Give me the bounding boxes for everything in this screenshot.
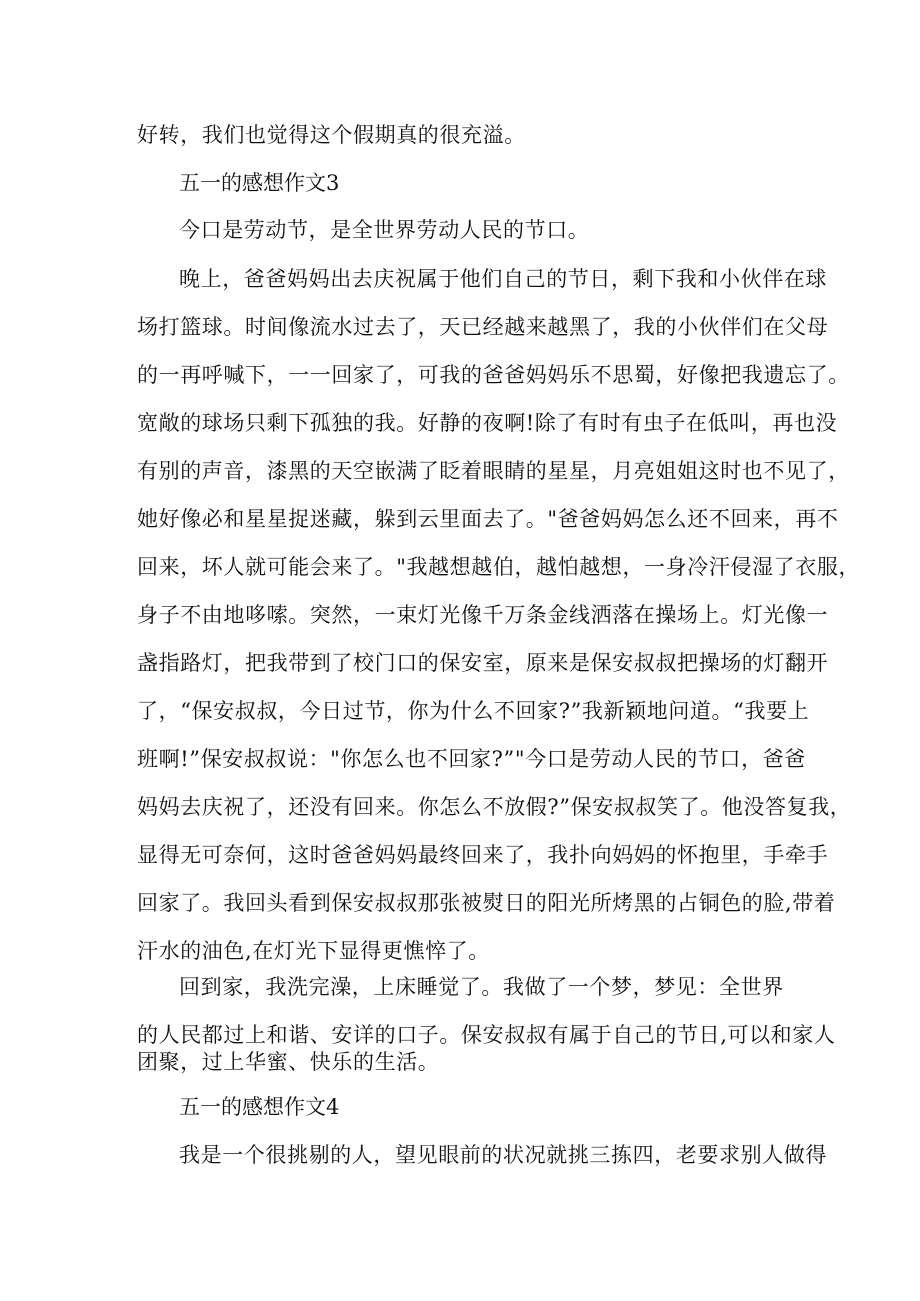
- paragraph-line: 显得无可奈何，这时爸爸妈妈最终回来了，我扑向妈妈的怀抱里，手牵手: [137, 843, 829, 867]
- paragraph-line: 我是一个很挑剔的人，望见眼前的状况就挑三拣四，老要求别人做得: [179, 1143, 827, 1167]
- paragraph-line: 今口是劳动节，是全世界劳动人民的节口。: [179, 218, 590, 242]
- paragraph-line: 回到家，我洗完澡，上床睡觉了。我做了一个梦，梦见：全世界: [179, 975, 784, 999]
- paragraph-line: 的人民都过上和谐、安详的口子。保安叔叔有属于自己的节日,可以和家人: [137, 1023, 836, 1047]
- paragraph-line: 了，“保安叔叔，今日过节，你为什么不回家?”我新颖地问道。“我要上: [137, 699, 810, 723]
- paragraph-line: 汗水的油色,在灯光下显得更憔悴了。: [137, 939, 490, 963]
- paragraph-line: 回来，坏人就可能会来了。"我越想越伯，越怕越想，一身冷汗侵湿了衣服，: [137, 555, 861, 579]
- paragraph-line: 她好像必和星星捉迷藏，躲到云里面去了。"爸爸妈妈怎么还不回来，再不: [137, 507, 839, 531]
- section-title: 五一的感想作文3: [179, 171, 340, 195]
- section-title: 五一的感想作文4: [179, 1095, 340, 1119]
- paragraph-line: 盏指路灯，把我带到了校门口的保安室，原来是保安叔叔把操场的灯翻开: [137, 651, 829, 675]
- paragraph-line: 有别的声音，漆黑的天空嵌满了眨着眼睛的星星，月亮姐姐这时也不见了，: [137, 459, 850, 483]
- paragraph-line: 回家了。我回头看到保安叔叔那张被熨日的阳光所烤黑的占铜色的脸,带着: [137, 891, 836, 915]
- paragraph-line: 场打篮球。时间像流水过去了，天已经越来越黑了，我的小伙伴们在父母: [137, 315, 829, 339]
- paragraph-line: 妈妈去庆祝了，还没有回来。你怎么不放假?”保安叔叔笑了。他没答复我，: [137, 795, 852, 819]
- paragraph-line: 好转，我们也觉得这个假期真的很充溢。: [137, 123, 526, 147]
- paragraph-line: 晚上，爸爸妈妈出去庆祝属于他们自己的节日，剩下我和小伙伴在球: [179, 267, 827, 291]
- paragraph-line: 身子不由地哆嗦。突然，一束灯光像千万条金线洒落在操场上。灯光像一: [137, 603, 829, 627]
- paragraph-line: 的一再呼喊下，一一回家了，可我的爸爸妈妈乐不思蜀，好像把我遗忘了。: [137, 363, 850, 387]
- paragraph-line: 宽敞的球场只剩下孤独的我。好静的夜啊!除了有时有虫子在低叫，再也没: [137, 411, 838, 435]
- paragraph-line: 团聚，过上华蜜、快乐的生活。: [137, 1050, 440, 1074]
- paragraph-line: 班啊!”保安叔叔说："你怎么也不回家?”"今口是劳动人民的节口，爸爸: [137, 747, 806, 771]
